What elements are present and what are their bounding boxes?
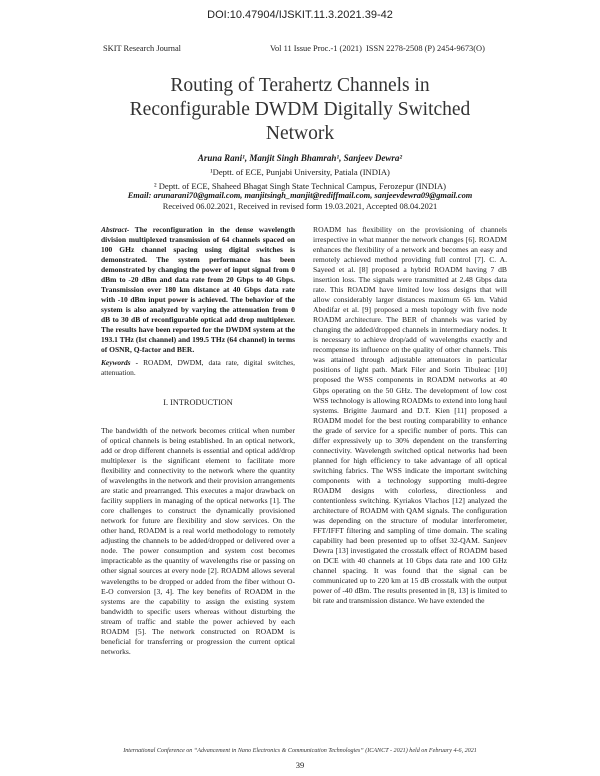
title-line: Network (265, 123, 335, 144)
affiliation-1: ¹Deptt. of ECE, Punjabi University, Patiala (INDIA) (210, 167, 390, 177)
section-heading-introduction: I. INTRODUCTION (163, 398, 233, 407)
keywords-text: ROADM, DWDM, data rate, digital switches, attenuation. (101, 358, 295, 377)
journal-issn: ISSN 2278-2508 (P) 2454-9673(O) (366, 44, 485, 53)
author-emails: Email: arunarani70@gmail.com, manjitsingh_manjit@rediffmail.com, sanjeevdewra09@gmail.com (127, 191, 473, 200)
journal-name: SKIT Research Journal (103, 44, 181, 53)
abstract (101, 225, 295, 355)
left-column (101, 225, 295, 657)
paper-title (60, 74, 540, 146)
abstract-text: The reconfiguration in the dense wavelength division multiplexed transmission of 64 channels spaced on 100 GHz channel spacing using digital switches is demonstrated. The system performance has been demonstrated by changing the power of input signal from 0 dBm to -20 dBm and data rate from 20 Gbps to 40 Gbps. Transmission over 180 km distance at 40 Gbps data rate with -10 dBm input power is achieved. The behavior of the system is also analyzed by varying the attenuation from 0 dB to 30 dB of reconfigurable optical add drop multiplexer. The results have been reported for the DWDM system at the 193.1 THz (Ist channel) and 199.5 THz (64 channel) in terms of OSNR, Q-factor and BER. (101, 225, 295, 354)
abstract-label: Abstract- (101, 225, 130, 234)
author-list: Aruna Rani¹, Manjit Singh Bhamrah¹, Sanjeev Dewra² (197, 153, 403, 163)
right-column-text: ROADM has flexibility on the provisioning of channels irrespective in what manner the network changes [6]. ROADM enhances the flexibility of a network and becomes an easy and remotely achieved method providing full control [7]. C. A. Sayeed et al. [8] proposed a hybrid ROADM having 7 dB insertion loss. The signals were transmitted at 2.48 Gbps data rate. This ROADM have limited low loss designs that will allow considerably larger distances maximum 65 km. Vahid Abedifar et al. [9] proposed a mesh topology with five node ROADM architecture. The BER of channels was varied by changing the added/dropped channels in intermediary nodes. It is necessary to achieve drop/add of wavelengths exactly and recompense its influence on the quality of other channels. This was attained through adjustable attenuators in particular positions of light path. Mark Filer and Sorin Tibuleac [10] proposed the WSS components in ROADM networks at 40 Gbps operating on the 50 GHz. The development of low cost WSS technology is allowing ROADMs to extend into long haul systems. Brigitte Jaumard and D.T. Kien [11] proposed a ROADM model for the best routing comparability to enhance the grade of service for a specific number of ports. This can differ expressively up to 30% dependent on the transferring connectivity. Wavelength switched optical networks had been planned for high efficiency to take advantage of all optical switching fabrics. The WSS indicate the important switching components with a technology supporting multi-degree ROADM designs with colorless, directionless and contentionless switching. Kyriakos Vlachos [12] analyzed the architecture of ROADM with QAM signals. The configuration was depending on the structure of modular interferometer, FFT/IFFT filtering and sampling of time domain. The scaling capability had been presented up to offset 32-QAM. Sanjeev Dewra [13] investigated the crosstalk effect of ROADM based on DCE with 40 channels at 10 Gbps data rate and 100 GHz channel spacing. It was found that the signal can be communicated up to 220 km at 15 dB crosstalk with the output power of -40 dBm. The results presented in [8, 13] is limited to bit rate and transmission distance. We have extended the (313, 225, 507, 606)
received-dates: Received 06.02.2021, Received in revised form 19.03.2021, Accepted 08.04.2021 (162, 202, 438, 211)
conference-footer: International Conference on “Advancement in Nano Electronics & Communication Technologies” (ICANCT - 2021) held on February 4-6, 2021 (123, 748, 477, 754)
keywords (101, 358, 295, 378)
right-column (313, 225, 507, 606)
introduction-text: The bandwidth of the network becomes critical when number of optical channels is being established. In an optical network, add or drop different channels is essential and optical add/drop multiplexer is the significant element to facilitate more flexibility and connectivity to the network where the quantity of wavelengths in the network and their provision arrangements are static and prearranged. This executes a major drawback on facility suppliers in managing of the optical networks [1]. The core challenges to construct the dynamically provisioned network for future are flexibility and slow services. On the other hand, ROADM is a real world methodology to remotely adjusting the channels to be added/dropped or delivered over a node. The power consumption and system cost becomes impracticable as the quantity of wavelengths rise or passing on other signal sources at every node [2]. ROADM allows several wavelengths to be dropped or added from the fiber without O-E-O conversion [3, 4]. The key benefits of ROADM in the systems are the capability to assign the existing system bandwidth to specific users whereas without disturbing the stream of traffic and stable the power achieved by each ROADM [5]. The network constructed on ROADM is beneficial for transferring or progression the current optical networks. (101, 426, 296, 656)
doi-header: DOI:10.47904/IJSKIT.11.3.2021.39-42 (207, 9, 393, 21)
journal-volume: Vol 11 Issue Proc.-1 (2021) (270, 44, 362, 53)
affiliation-2: ² Deptt. of ECE, Shaheed Bhagat Singh State Technical Campus, Ferozepur (INDIA) (153, 181, 447, 191)
title-line: Routing of Terahertz Channels in (170, 75, 430, 96)
keywords-label: Keywords - (101, 358, 139, 367)
page-number: 39 (295, 760, 305, 770)
title-line: Reconfigurable DWDM Digitally Switched (129, 99, 471, 120)
